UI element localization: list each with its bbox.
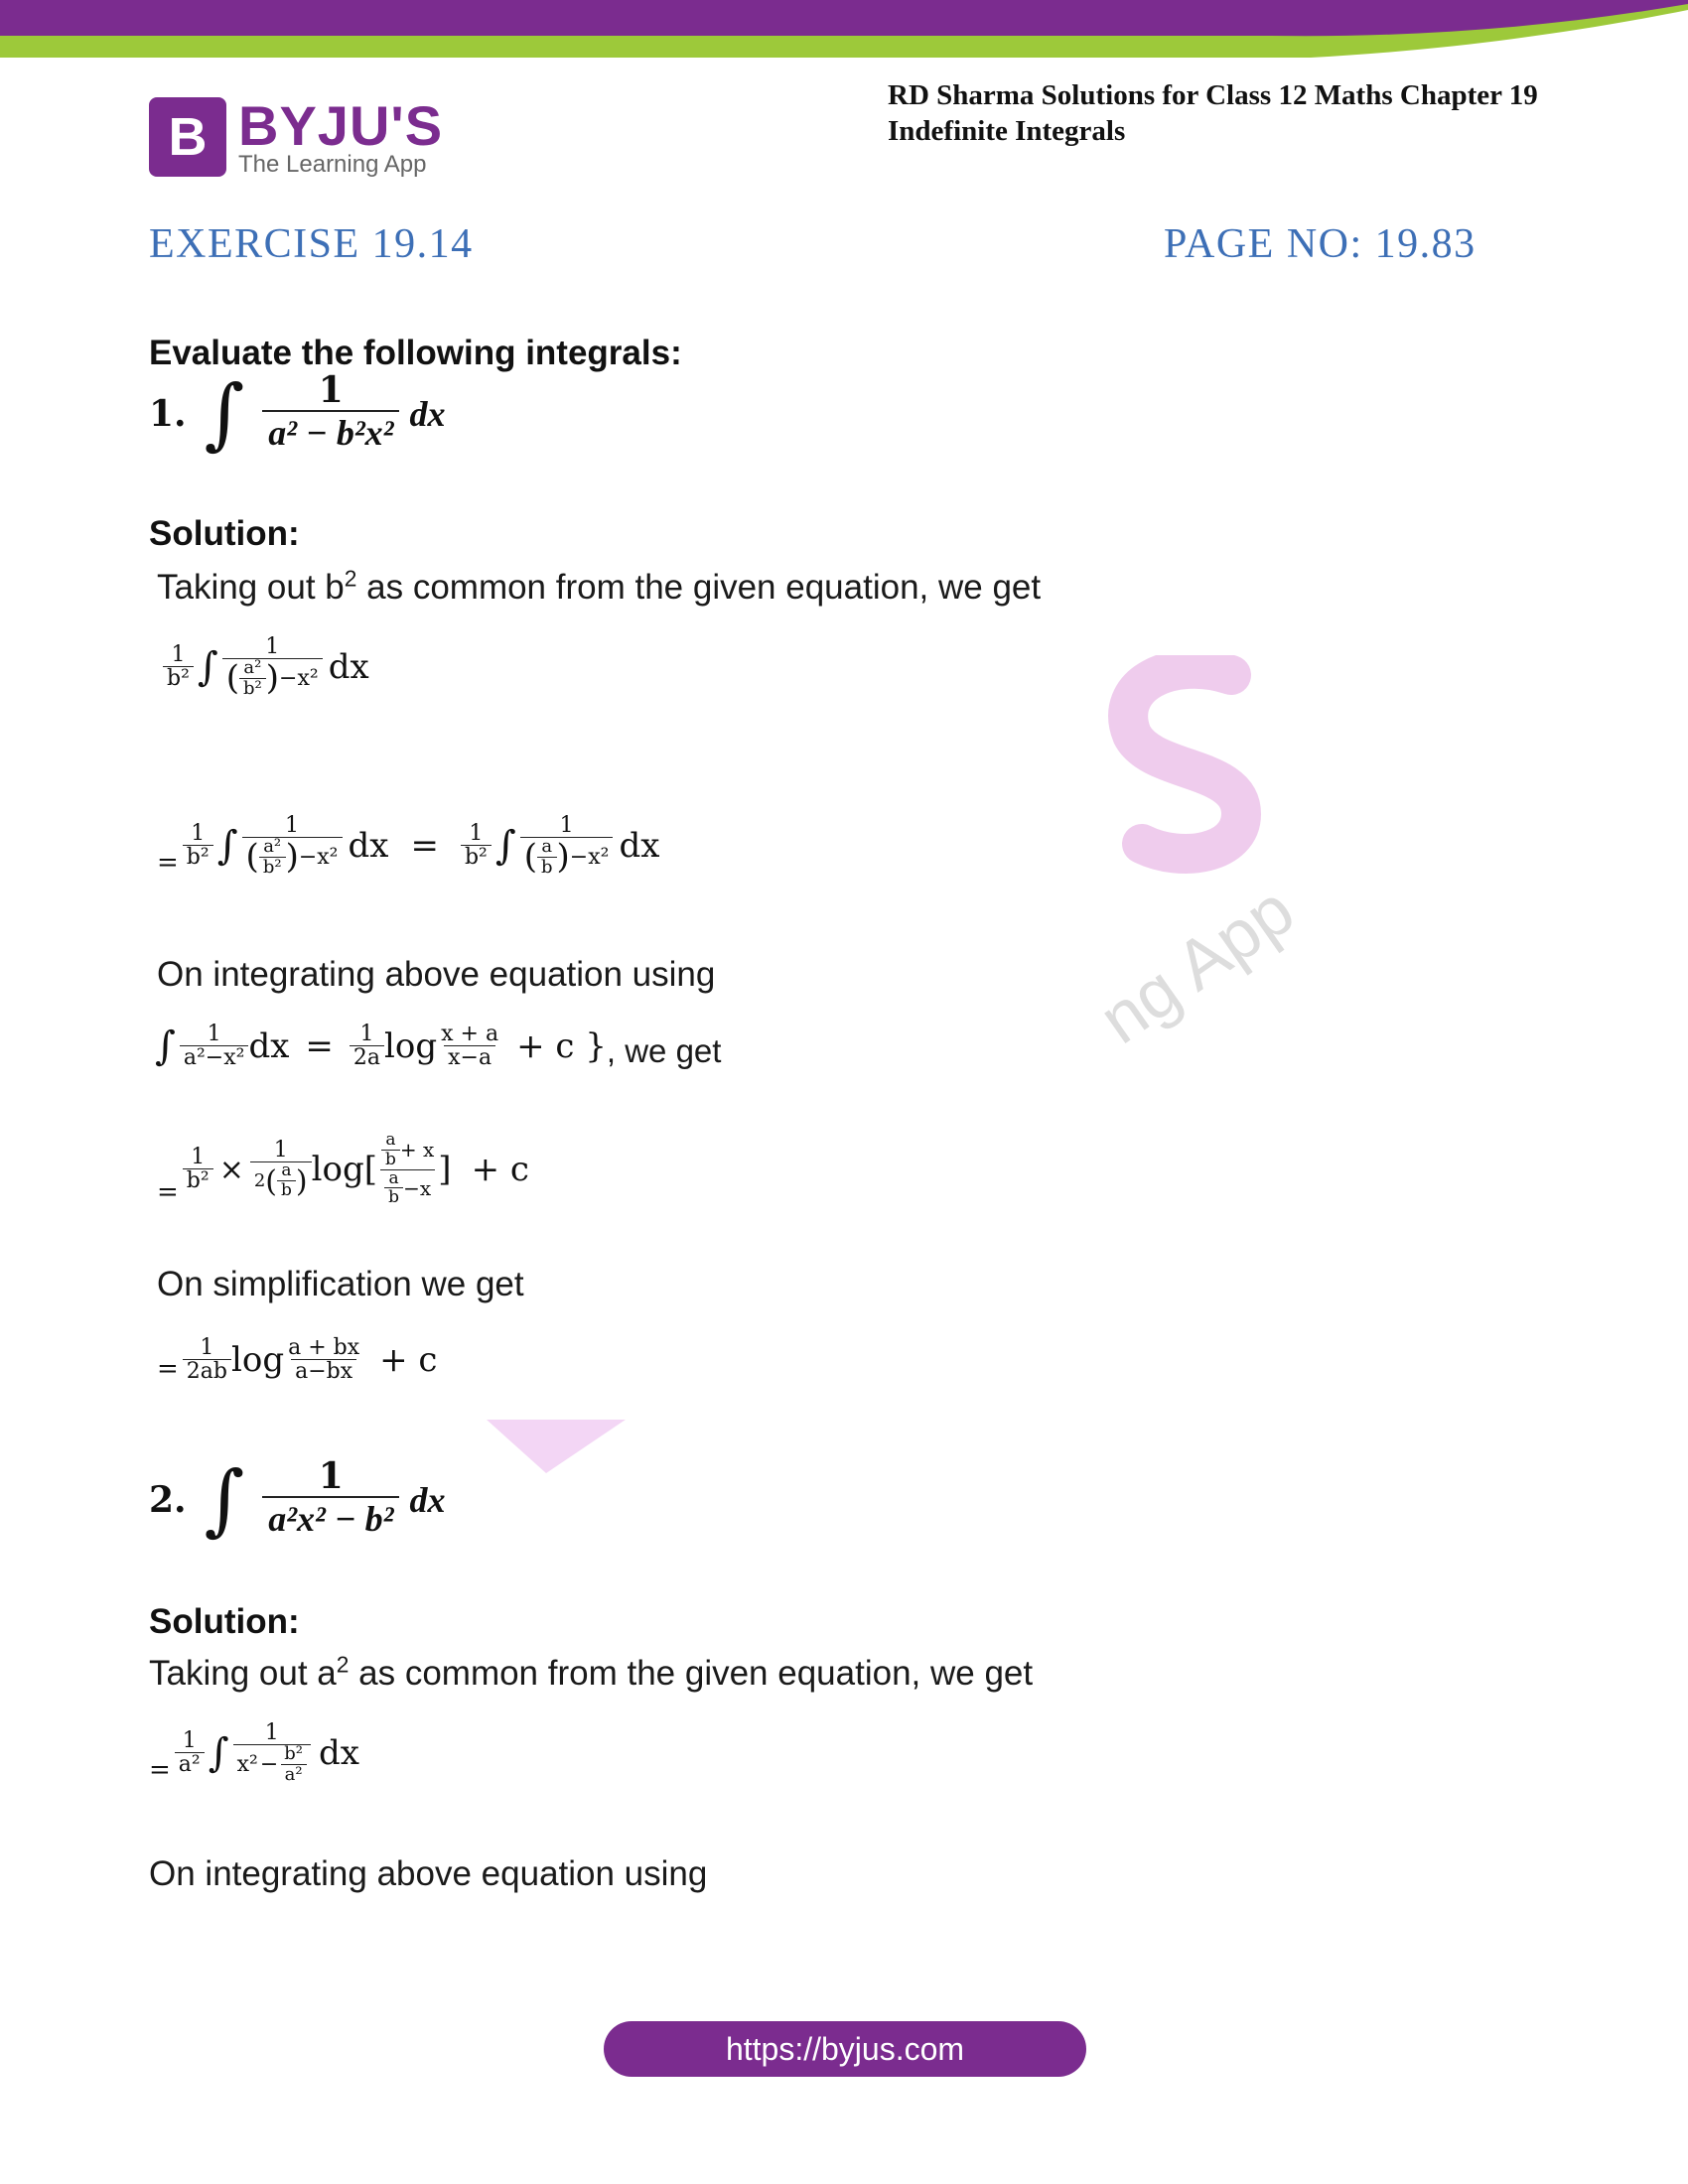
coefficient-fraction <box>183 1146 213 1193</box>
solution-1-text-3: On simplification we get <box>157 1265 524 1303</box>
fraction-numerator: 1 <box>318 1455 344 1498</box>
denominator: a−bx <box>291 1359 356 1384</box>
inner-fraction <box>233 1721 311 1785</box>
numerator: 1 <box>469 820 484 846</box>
numerator: 1 <box>191 820 206 846</box>
denominator: b <box>381 1150 400 1169</box>
numerator: 1 <box>285 813 300 838</box>
exercise-heading: EXERCISE 19.14 <box>149 221 474 267</box>
numerator: x + a <box>441 1022 499 1046</box>
denominator: 2 ( $\frac{a}{b}$ ) <box>250 1161 312 1200</box>
inner-fraction <box>520 814 614 878</box>
equals-sign: = <box>410 825 439 866</box>
denominator: b <box>537 857 557 878</box>
log-fraction <box>437 1023 502 1070</box>
numerator: 1 <box>200 1335 214 1360</box>
integral-sign: ∫ <box>197 643 218 690</box>
integral-sign: ∫ <box>216 822 238 869</box>
watermark-triangle <box>487 1418 626 1477</box>
question-2 <box>149 1455 445 1545</box>
text-superscript: 2 <box>336 1651 350 1678</box>
integral-sign: ∫ <box>494 822 516 869</box>
equals-sign: = <box>149 1754 171 1785</box>
equals-sign: = <box>305 1026 334 1067</box>
coefficient-fraction <box>350 1023 384 1070</box>
question-2-number: 2. <box>149 1479 187 1521</box>
denominator: x−a <box>444 1045 495 1070</box>
question-1 <box>149 369 445 459</box>
numerator: 1 <box>359 1022 374 1046</box>
document-title-line2: Indefinite Integrals <box>888 115 1126 147</box>
logo-tagline: The Learning App <box>238 151 427 178</box>
denominator: a² <box>281 1764 307 1785</box>
solution-1-step-1 <box>163 635 369 699</box>
denominator: a² <box>175 1752 205 1777</box>
log-text: log <box>231 1340 285 1381</box>
fraction-denominator: a² − b²x² <box>262 410 399 456</box>
solution-1-step-4 <box>157 1336 437 1384</box>
denominator: b² <box>461 845 492 870</box>
numerator: a + bx <box>288 1335 360 1360</box>
denominator: b <box>384 1187 403 1207</box>
text-superscript: 2 <box>344 565 357 592</box>
denominator: b² <box>183 1168 213 1193</box>
equals-sign: = <box>157 847 179 878</box>
numerator: b² <box>284 1743 303 1765</box>
denominator <box>380 1169 435 1208</box>
inner-fraction <box>222 635 323 699</box>
denominator: b² <box>163 666 194 691</box>
plus-constant: + c <box>379 1340 438 1381</box>
solution-1-label: Solution: <box>149 514 300 553</box>
denominator: ( $\frac{\text{a²}}{\text{b²}}$ ) −x² <box>222 658 323 699</box>
denominator: b² <box>239 678 266 699</box>
denominator: ( $\frac{a}{b}$ ) −x² <box>520 837 614 878</box>
denominator: 2ab <box>183 1359 231 1384</box>
coefficient-fraction <box>183 1336 231 1384</box>
formula-fraction <box>180 1023 249 1070</box>
formula-suffix: , we get <box>606 1032 722 1070</box>
integration-formula <box>155 1023 721 1070</box>
coefficient-fraction <box>183 822 213 870</box>
solution-2-text-2: On integrating above equation using <box>149 1854 708 1893</box>
coefficient-fraction <box>461 822 492 870</box>
fraction-numerator: 1 <box>318 369 344 412</box>
numerator <box>377 1132 438 1169</box>
solution-2-step-1 <box>149 1721 359 1785</box>
denominator: x² − $\frac{\text{b²}}{\text{a²}}$ <box>233 1744 311 1785</box>
numerator-tail: + x <box>399 1138 435 1162</box>
denominator: ( $\frac{\text{a²}}{\text{b²}}$ ) −x² <box>242 837 343 878</box>
denominator: b <box>277 1180 296 1200</box>
denominator: b² <box>183 845 213 870</box>
document-title-line1: RD Sharma Solutions for Class 12 Maths Chapter 19 <box>888 79 1538 111</box>
numerator: 1 <box>265 634 280 659</box>
numerator: 1 <box>559 813 574 838</box>
denominator-tail: −x² <box>279 665 319 691</box>
solution-2-text-1 <box>149 1651 1034 1694</box>
numerator: a <box>388 1167 399 1188</box>
numerator: 1 <box>264 1720 279 1745</box>
fraction-denominator: a²x² − b² <box>262 1496 399 1542</box>
footer-url-link[interactable]: https://byjus.com <box>604 2021 1086 2077</box>
instruction-text: Evaluate the following integrals: <box>149 334 682 372</box>
plus-constant: + c } <box>516 1026 607 1067</box>
numerator: a <box>541 836 553 858</box>
coefficient-fraction-2 <box>250 1139 312 1200</box>
log-fraction <box>377 1132 438 1207</box>
integral-sign: ∫ <box>155 1024 176 1070</box>
svg-text:ng App: ng App <box>1085 871 1308 1059</box>
numerator: a <box>281 1160 292 1181</box>
coefficient-fraction <box>175 1729 205 1777</box>
document-title <box>888 77 1603 149</box>
question-1-dx: dx <box>409 394 446 434</box>
text-part: Taking out b <box>157 568 345 607</box>
log-text: log <box>384 1026 438 1067</box>
equals-sign: = <box>157 1354 179 1385</box>
dx: dx <box>248 1026 290 1067</box>
dx: dx <box>348 825 389 866</box>
dx: dx <box>319 1732 359 1773</box>
header-band <box>0 0 1688 60</box>
numerator: 1 <box>207 1022 221 1046</box>
text-part: Taking out a <box>149 1654 337 1693</box>
denominator-tail: −x² <box>298 844 339 870</box>
log-text: log[ <box>311 1150 377 1190</box>
logo-brand-name: BYJU'S <box>238 94 444 157</box>
numerator: 1 <box>191 1144 206 1169</box>
numerator: 1 <box>171 641 186 667</box>
close-bracket: ] <box>438 1150 452 1190</box>
question-2-fraction <box>262 1455 399 1541</box>
denominator: a²−x² <box>180 1045 249 1070</box>
numerator: a² <box>263 836 282 858</box>
watermark-logo <box>1072 655 1350 1072</box>
denominator-tail: −x <box>403 1176 432 1201</box>
denominator-prefix: x² <box>236 1751 258 1777</box>
equals-sign: = <box>157 1177 179 1208</box>
question-2-dx: dx <box>409 1480 446 1520</box>
inner-fraction <box>242 814 343 878</box>
text-part: as common from the given equation, we get <box>356 568 1042 607</box>
denominator-prefix: 2 <box>253 1170 266 1192</box>
integral-sign: ∫ <box>204 1455 245 1545</box>
solution-1-text-1 <box>157 565 1042 608</box>
log-fraction <box>284 1336 363 1384</box>
numerator: 1 <box>273 1138 288 1163</box>
denominator-tail: −x² <box>569 844 610 870</box>
numerator: a² <box>243 657 262 679</box>
integral-sign: ∫ <box>208 1729 229 1776</box>
question-1-number: 1. <box>149 393 187 435</box>
dx: dx <box>619 825 660 866</box>
integral-sign: ∫ <box>204 369 245 459</box>
byjus-logo <box>149 94 444 181</box>
solution-2-label: Solution: <box>149 1602 300 1641</box>
text-part: as common from the given equation, we get <box>349 1654 1034 1693</box>
solution-1-step-3 <box>157 1132 529 1207</box>
denominator: 2a <box>350 1045 384 1070</box>
logo-badge: B <box>149 97 226 177</box>
numerator: a <box>385 1130 396 1150</box>
plus-constant: + c <box>471 1150 529 1190</box>
question-1-fraction <box>262 369 399 455</box>
denominator: b² <box>259 857 286 878</box>
solution-1-step-2 <box>157 814 659 878</box>
dx: dx <box>328 646 369 687</box>
page-number-heading: PAGE NO: 19.83 <box>1164 221 1477 267</box>
times-sign: × <box>218 1152 244 1187</box>
solution-1-text-2: On integrating above equation using <box>157 955 716 994</box>
coefficient-fraction <box>163 643 194 691</box>
numerator: 1 <box>182 1727 197 1753</box>
